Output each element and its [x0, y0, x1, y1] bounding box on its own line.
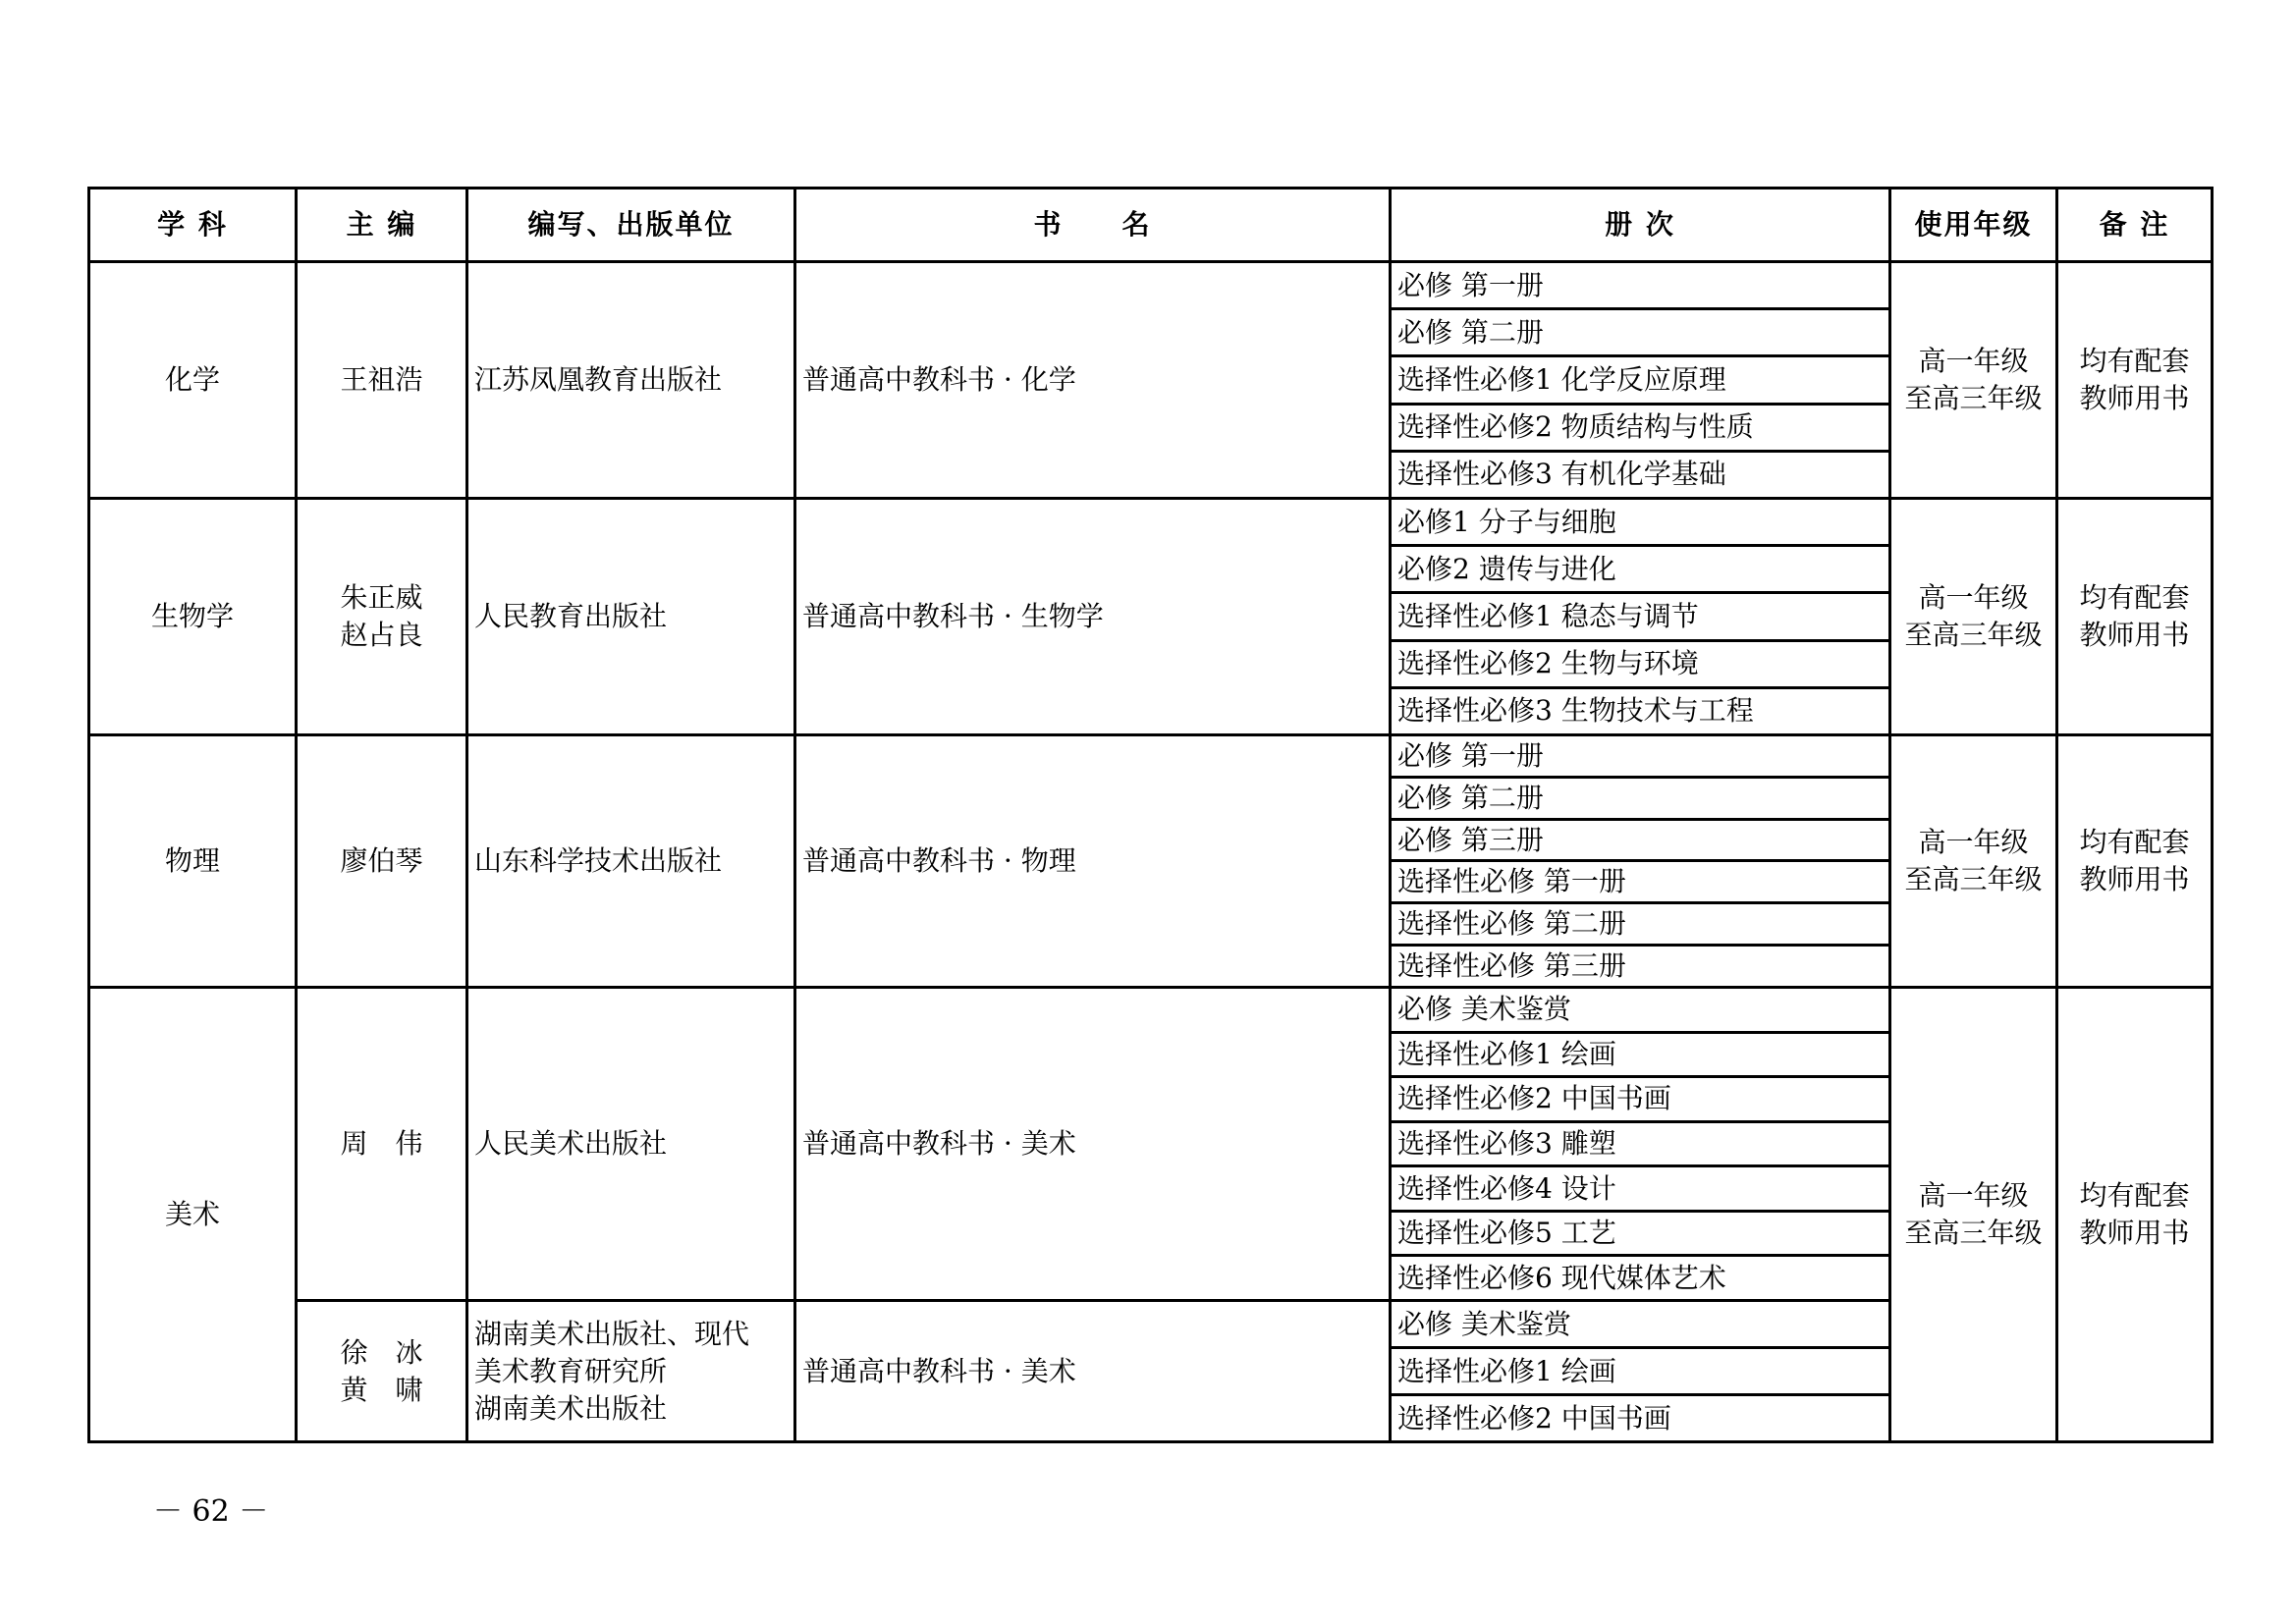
editor-line: 黄 啸	[340, 1373, 423, 1406]
note-line: 教师用书	[2079, 1217, 2190, 1249]
table-row-art	[89, 988, 2213, 1301]
volume-item: 必修 第一册	[1392, 736, 1888, 779]
publisher-cell: 人民美术出版社	[467, 988, 795, 1301]
note-line: 教师用书	[2079, 382, 2190, 414]
table-row-biology	[89, 499, 2213, 735]
volume-item: 选择性必修2 物质结构与性质	[1392, 406, 1888, 453]
volume-cell	[1391, 988, 1890, 1301]
publisher-cell: 山东科学技术出版社	[467, 735, 795, 988]
volume-item: 必修2 遗传与进化	[1392, 547, 1888, 594]
volume-item: 选择性必修 第一册	[1392, 862, 1888, 904]
note-line: 均有配套	[2079, 345, 2190, 377]
table-row-chemistry	[89, 262, 2213, 499]
note-line: 教师用书	[2079, 863, 2190, 895]
header-note: 备 注	[2057, 189, 2213, 262]
header-volume: 册 次	[1391, 189, 1890, 262]
table-row-physics	[89, 735, 2213, 988]
publisher-cell	[467, 1301, 795, 1442]
book-cell: 普通高中教科书 · 生物学	[795, 499, 1391, 735]
grade-cell	[1890, 735, 2057, 988]
volume-item: 必修 第二册	[1392, 310, 1888, 357]
book-cell: 普通高中教科书 · 化学	[795, 262, 1391, 499]
header-subject: 学 科	[89, 189, 297, 262]
editor-cell: 周 伟	[297, 988, 467, 1301]
volume-cell	[1391, 735, 1890, 988]
volume-item: 选择性必修3 生物技术与工程	[1397, 694, 1754, 728]
volume-item: 选择性必修3 雕塑	[1392, 1123, 1888, 1168]
grade-cell	[1890, 262, 2057, 499]
volume-item: 选择性必修2 生物与环境	[1392, 642, 1888, 689]
volume-item: 选择性必修 第三册	[1397, 949, 1626, 983]
volume-item: 必修1 分子与细胞	[1392, 500, 1888, 547]
grade-line: 高一年级	[1918, 581, 2029, 614]
grade-cell	[1890, 988, 2057, 1442]
header-grade: 使用年级	[1890, 189, 2057, 262]
publisher-line: 湖南美术出版社、现代	[474, 1317, 750, 1350]
note-line: 均有配套	[2079, 1179, 2190, 1212]
subject-cell: 物理	[89, 735, 297, 988]
note-cell	[2057, 735, 2213, 988]
grade-line: 高一年级	[1918, 345, 2029, 377]
note-cell	[2057, 499, 2213, 735]
publisher-cell: 江苏凤凰教育出版社	[467, 262, 795, 499]
volume-item: 选择性必修1 化学反应原理	[1392, 357, 1888, 405]
note-line: 教师用书	[2079, 619, 2190, 651]
header-publisher: 编写、出版单位	[467, 189, 795, 262]
volume-item: 选择性必修1 绘画	[1392, 1349, 1888, 1396]
textbook-table	[87, 187, 2214, 1443]
grade-line: 高一年级	[1918, 826, 2029, 858]
volume-item: 选择性必修6 现代媒体艺术	[1397, 1261, 1726, 1294]
volume-item: 必修 美术鉴赏	[1392, 989, 1888, 1034]
volume-cell	[1391, 499, 1890, 735]
editor-line: 徐 冰	[340, 1335, 423, 1369]
volume-item: 选择性必修 第二册	[1392, 904, 1888, 947]
subject-cell: 化学	[89, 262, 297, 499]
subject-cell: 生物学	[89, 499, 297, 735]
volume-cell	[1391, 262, 1890, 499]
volume-item: 必修 第一册	[1392, 263, 1888, 310]
editor-cell: 廖伯琴	[297, 735, 467, 988]
grade-line: 高一年级	[1918, 1179, 2029, 1212]
editor-cell	[297, 499, 467, 735]
grade-cell	[1890, 499, 2057, 735]
volume-item: 选择性必修1 绘画	[1392, 1034, 1888, 1079]
header-editor: 主 编	[297, 189, 467, 262]
volume-cell	[1391, 1301, 1890, 1442]
grade-line: 至高三年级	[1904, 382, 2043, 414]
volume-item: 选择性必修1 稳态与调节	[1392, 594, 1888, 641]
volume-item: 选择性必修5 工艺	[1392, 1213, 1888, 1258]
editor-cell: 王祖浩	[297, 262, 467, 499]
publisher-line: 湖南美术出版社	[474, 1391, 668, 1425]
grade-line: 至高三年级	[1904, 863, 2043, 895]
book-cell: 普通高中教科书 · 物理	[795, 735, 1391, 988]
book-cell: 普通高中教科书 · 美术	[795, 988, 1391, 1301]
volume-item: 选择性必修2 中国书画	[1397, 1401, 1671, 1435]
publisher-line: 美术教育研究所	[474, 1354, 668, 1387]
subject-cell: 美术	[89, 988, 297, 1442]
grade-line: 至高三年级	[1904, 619, 2043, 651]
volume-item: 必修 第三册	[1392, 821, 1888, 863]
note-cell	[2057, 988, 2213, 1442]
page-number: － 62 －	[153, 1494, 269, 1529]
volume-item: 必修 美术鉴赏	[1392, 1302, 1888, 1349]
volume-item: 选择性必修4 设计	[1392, 1167, 1888, 1213]
note-cell	[2057, 262, 2213, 499]
volume-item: 选择性必修3 有机化学基础	[1397, 458, 1726, 491]
publisher-cell: 人民教育出版社	[467, 499, 795, 735]
note-line: 均有配套	[2079, 581, 2190, 614]
volume-item: 选择性必修2 中国书画	[1392, 1078, 1888, 1123]
volume-item: 必修 第二册	[1392, 779, 1888, 821]
grade-line: 至高三年级	[1904, 1217, 2043, 1249]
editor-line: 赵占良	[340, 619, 423, 651]
editor-cell	[297, 1301, 467, 1442]
header-row	[89, 189, 2213, 262]
header-book: 书 名	[795, 189, 1391, 262]
book-cell: 普通高中教科书 · 美术	[795, 1301, 1391, 1442]
editor-line: 朱正威	[340, 581, 423, 614]
note-line: 均有配套	[2079, 826, 2190, 858]
